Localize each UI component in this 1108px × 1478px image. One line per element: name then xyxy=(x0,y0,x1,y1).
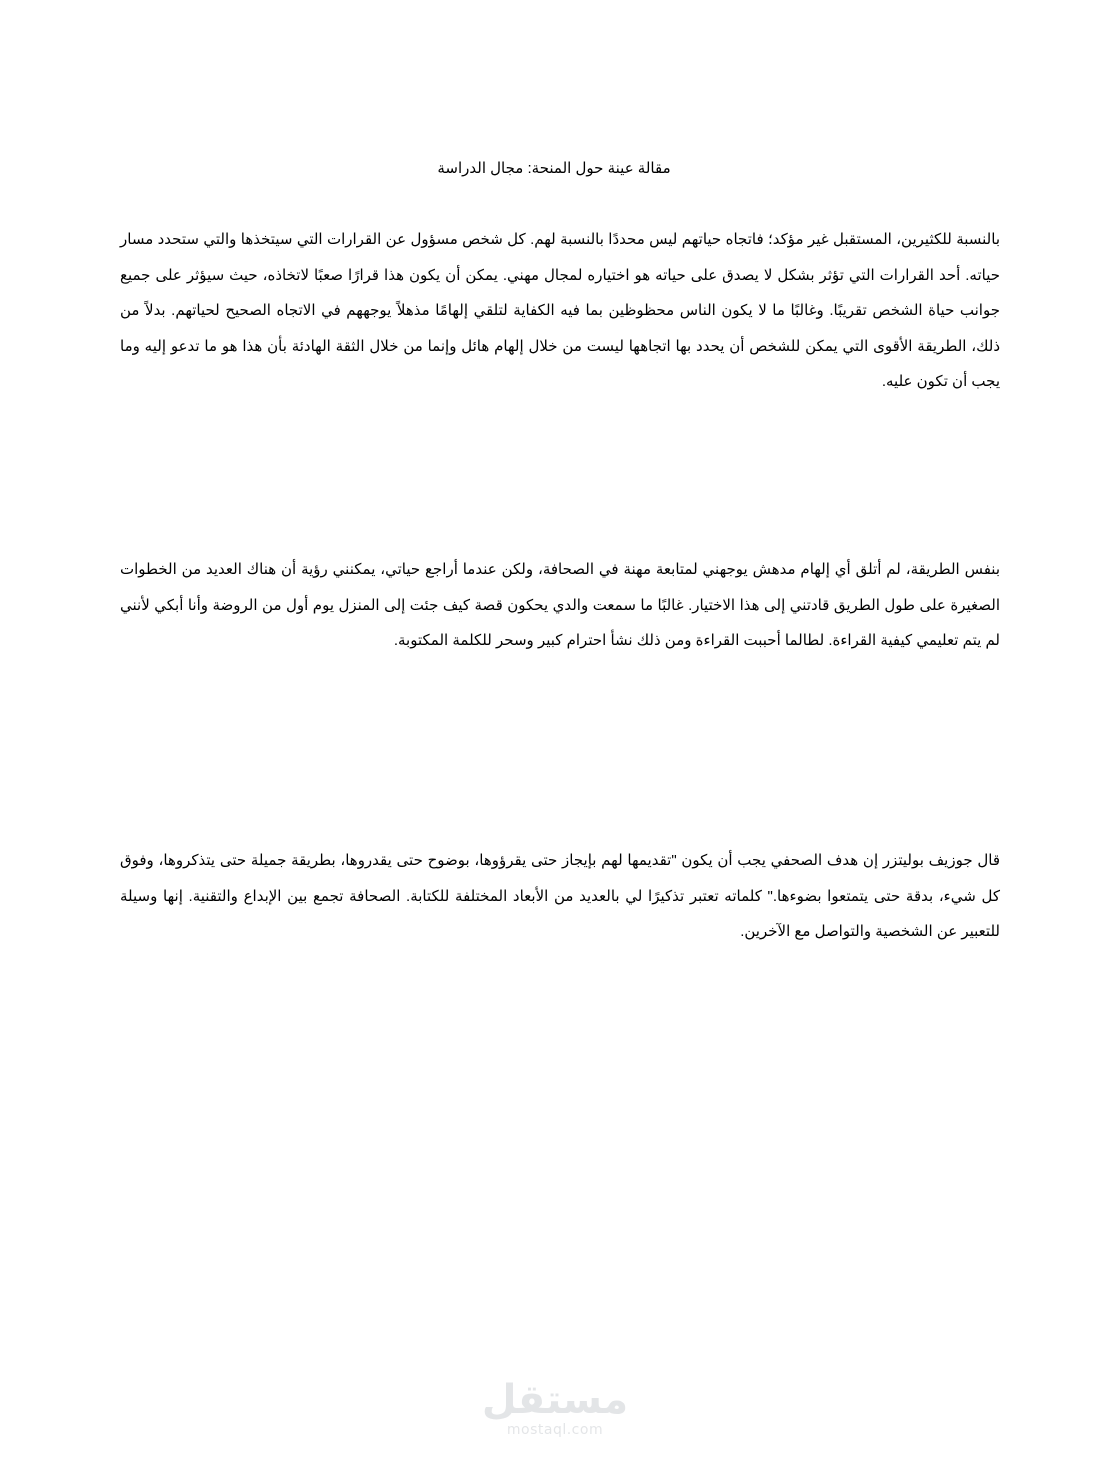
document-title: مقالة عينة حول المنحة: مجال الدراسة xyxy=(437,160,671,177)
watermark-domain: mostaql.com xyxy=(506,1422,604,1438)
watermark-logo: مستقل xyxy=(481,1377,629,1423)
paragraph-1: بالنسبة للكثيرين، المستقبل غير مؤكد؛ فاتجاه حياتهم ليس محددًا بالنسبة لهم. كل شخص مسؤول عن القرارات التي سيتخذها والتي ستحدد مسار حياته. أحد القرارات التي تؤثر بشكل لا يصدق على حياته هو اختياره لمجال مهني. يمكن أن يكون هذا قرارًا صعبًا لاتخاذه، حيث سيؤثر على جميع جوانب حياة الشخص تقريبًا. وغالبًا ما لا يكون الناس محظوظين بما فيه الكفاية لتلقي إلهامًا مذهلاً يوجههم في الاتجاه الصحيح لحياتهم. بدلاً من ذلك، الطريقة الأقوى التي يمكن للشخص أن يحدد بها اتجاهها ليست من خلال إلهام هائل وإنما من خلال الثقة الهادئة بأن هذا هو ما تدعو إليه وما يجب أن تكون عليه. xyxy=(120,231,1000,390)
mostaql-watermark xyxy=(480,1378,630,1438)
paragraph-3: قال جوزيف بوليتزر إن هدف الصحفي يجب أن يكون "تقديمها لهم بإيجاز حتى يقرؤوها، بوضوح حتى يقدروها، بطريقة جميلة حتى يتذكروها، وفوق كل شيء، بدقة حتى يتمتعوا بضوءها." كلماته تعتبر تذكيرًا لي بالعديد من الأبعاد المختلفة للكتابة. الصحافة تجمع بين الإبداع والتقنية. إنها وسيلة للتعبير عن الشخصية والتواصل مع الآخرين. xyxy=(120,852,1000,940)
paragraph-2: بنفس الطريقة، لم أتلق أي إلهام مدهش يوجهني لمتابعة مهنة في الصحافة، ولكن عندما أراجع حياتي، يمكنني رؤية أن هناك العديد من الخطوات الصغيرة على طول الطريق قادتني إلى هذا الاختيار. غالبًا ما سمعت والدي يحكون قصة كيف جئت إلى المنزل يوم أول من الروضة وأنا أبكي لأنني لم يتم تعليمي كيفية القراءة. لطالما أحببت القراءة ومن ذلك نشأ احترام كبير وسحر للكلمة المكتوبة. xyxy=(120,561,1000,649)
